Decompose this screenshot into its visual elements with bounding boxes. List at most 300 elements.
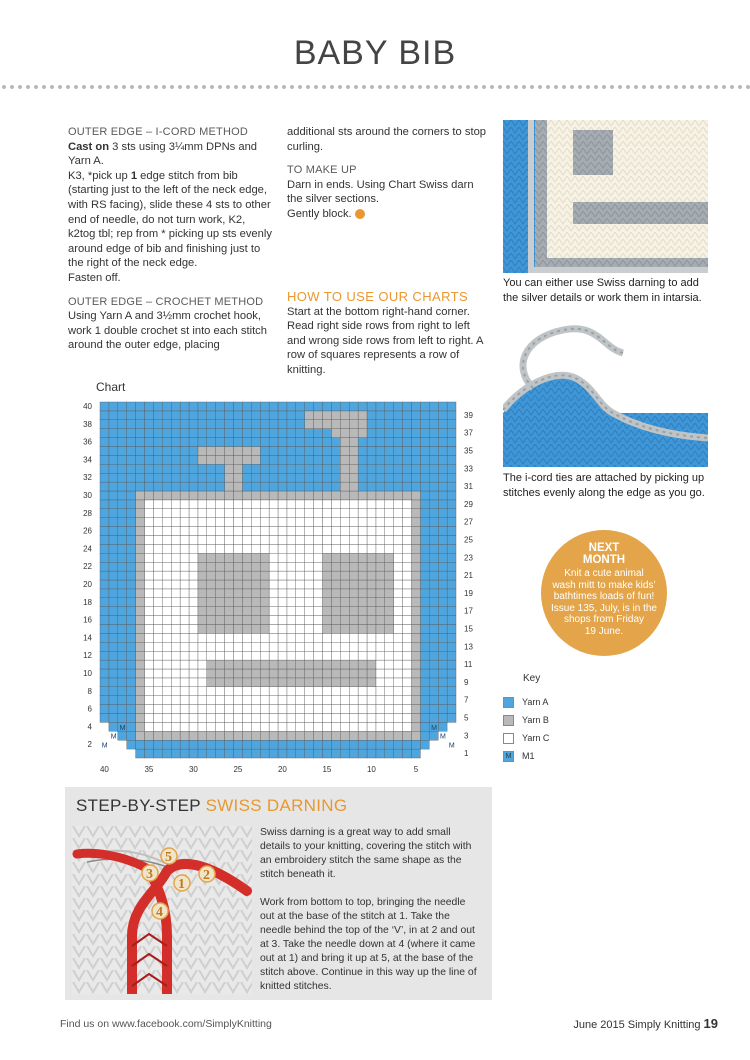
chart-cell <box>225 464 234 473</box>
chart-cell <box>180 509 189 518</box>
chart-cell <box>403 625 412 634</box>
chart-cell <box>403 402 412 411</box>
chart-cell <box>136 464 145 473</box>
chart-cell <box>100 447 109 456</box>
chart-cell <box>349 429 358 438</box>
chart-cell <box>305 544 314 553</box>
chart-cell <box>251 473 260 482</box>
chart-cell <box>153 714 162 723</box>
chart-cell <box>394 464 403 473</box>
chart-cell <box>376 651 385 660</box>
chart-cell <box>251 420 260 429</box>
chart-cell <box>385 562 394 571</box>
chart-cell <box>296 740 305 749</box>
chart-cell <box>323 607 332 616</box>
chart-cell <box>145 509 154 518</box>
charts-text: Start at the bottom right-hand corner. Read right side rows from right to left and wrong side rows from left to right. A row of squares represents a row of knitting. <box>287 305 483 376</box>
chart-cell <box>340 714 349 723</box>
chart-cell <box>100 500 109 509</box>
chart-cell <box>216 731 225 740</box>
chart-cell <box>180 571 189 580</box>
chart-cell <box>331 633 340 642</box>
chart-cell <box>385 660 394 669</box>
chart-cell <box>340 536 349 545</box>
next-month-line-1: Knit a cute animal <box>564 568 644 579</box>
chart-cell <box>385 500 394 509</box>
chart-cell <box>305 705 314 714</box>
chart-cell <box>216 571 225 580</box>
icord-rest: edge stitch from bib (starting just to the left of the neck edge, with RS facing), slide these 4 sts to other end of needle, do not turn work, K2, k2tog tbl; rep from * picking up sts evenly around edge of bib and finishing just to the right of the neck edge. <box>68 169 272 270</box>
chart-cell <box>162 562 171 571</box>
chart-cell <box>438 678 447 687</box>
chart-cell <box>136 749 145 758</box>
chart-cell <box>260 553 269 562</box>
key-label-m1: M1 <box>522 751 535 761</box>
chart-cell <box>447 616 456 625</box>
chart-cell <box>376 633 385 642</box>
chart-cell <box>367 544 376 553</box>
chart-cell <box>127 491 136 500</box>
chart-cell <box>367 518 376 527</box>
chart-cell <box>412 598 421 607</box>
chart-cell <box>394 669 403 678</box>
chart-cell <box>242 714 251 723</box>
chart-cell <box>145 589 154 598</box>
chart-cell <box>376 536 385 545</box>
chart-cell <box>118 473 127 482</box>
chart-cell <box>376 722 385 731</box>
chart-cell <box>180 429 189 438</box>
chart-cell <box>376 660 385 669</box>
chart-cell <box>269 553 278 562</box>
chart-cell <box>429 536 438 545</box>
cast-on-bold: Cast on <box>68 140 110 153</box>
chart-cell <box>429 696 438 705</box>
chart-cell <box>189 473 198 482</box>
chart-row-label-right: 11 <box>464 660 473 670</box>
chart-cell <box>323 705 332 714</box>
chart-cell <box>323 625 332 634</box>
chart-cell <box>207 464 216 473</box>
chart-cell <box>394 651 403 660</box>
chart-cell <box>367 633 376 642</box>
chart-cell <box>145 598 154 607</box>
chart-cell <box>109 642 118 651</box>
chart-row-label-right: 1 <box>464 749 469 759</box>
chart-cell <box>447 527 456 536</box>
key-row-yarn-a <box>503 693 549 711</box>
chart-cell <box>109 696 118 705</box>
chart-cell <box>136 411 145 420</box>
chart-cell <box>429 625 438 634</box>
chart-cell <box>385 678 394 687</box>
chart-cell <box>385 482 394 491</box>
chart-cell <box>323 527 332 536</box>
chart-cell <box>162 402 171 411</box>
chart-cell <box>136 571 145 580</box>
chart-row-label-right: 31 <box>464 482 473 492</box>
chart-cell <box>153 402 162 411</box>
chart-cell <box>323 731 332 740</box>
chart-cell <box>198 696 207 705</box>
chart-cell <box>278 544 287 553</box>
chart-cell <box>412 518 421 527</box>
chart-cell <box>109 402 118 411</box>
chart-cell <box>296 447 305 456</box>
chart-cell <box>305 447 314 456</box>
chart-cell <box>234 749 243 758</box>
chart-cell <box>118 464 127 473</box>
chart-cell <box>429 705 438 714</box>
chart-cell <box>420 402 429 411</box>
chart-cell <box>234 447 243 456</box>
chart-cell <box>385 722 394 731</box>
chart-cell <box>198 705 207 714</box>
chart-cell <box>340 705 349 714</box>
chart-cell <box>269 544 278 553</box>
chart-cell <box>420 429 429 438</box>
chart-cell <box>438 464 447 473</box>
chart-cell <box>367 473 376 482</box>
chart-cell <box>340 571 349 580</box>
chart-cell <box>234 536 243 545</box>
chart-row-label-left: 24 <box>83 544 92 554</box>
chart-cell <box>207 571 216 580</box>
chart-cell <box>136 420 145 429</box>
chart-cell <box>216 696 225 705</box>
chart-cell <box>367 420 376 429</box>
chart-cell <box>198 438 207 447</box>
chart-cell <box>314 500 323 509</box>
chart-cell <box>412 464 421 473</box>
chart-cell <box>145 455 154 464</box>
chart-cell <box>394 740 403 749</box>
chart-cell <box>358 740 367 749</box>
chart-cell <box>314 464 323 473</box>
chart-cell <box>145 464 154 473</box>
chart-cell <box>225 598 234 607</box>
chart-cell <box>207 669 216 678</box>
chart-cell <box>367 553 376 562</box>
chart-cell <box>189 429 198 438</box>
chart-cell <box>447 438 456 447</box>
chart-cell <box>109 705 118 714</box>
chart-cell <box>234 518 243 527</box>
chart-cell <box>189 420 198 429</box>
chart-cell <box>278 633 287 642</box>
chart-cell <box>403 633 412 642</box>
chart-cell <box>118 429 127 438</box>
chart-cell <box>412 500 421 509</box>
chart-cell <box>340 482 349 491</box>
chart-col-label: 35 <box>144 765 154 774</box>
chart-cell <box>429 633 438 642</box>
chart-cell <box>376 411 385 420</box>
chart-cell <box>438 642 447 651</box>
chart-row-label-left: 12 <box>83 651 92 661</box>
chart-cell <box>296 509 305 518</box>
chart-cell <box>331 553 340 562</box>
chart-row-label-right: 13 <box>464 642 473 652</box>
chart-cell <box>403 660 412 669</box>
chart-cell <box>305 625 314 634</box>
chart-cell <box>109 447 118 456</box>
chart-key <box>503 673 549 765</box>
chart-cell <box>100 411 109 420</box>
chart-cell <box>340 402 349 411</box>
chart-cell <box>376 714 385 723</box>
chart-cell <box>403 607 412 616</box>
chart-cell <box>429 571 438 580</box>
chart-cell <box>189 598 198 607</box>
chart-cell <box>162 669 171 678</box>
chart-cell <box>385 438 394 447</box>
chart-cell <box>180 731 189 740</box>
chart-cell <box>136 536 145 545</box>
chart-cell <box>225 616 234 625</box>
crochet-text: Using Yarn A and 3½mm crochet hook, work 1 double crochet st into each stitch around the outer edge, placing <box>68 310 267 352</box>
chart-cell <box>305 607 314 616</box>
chart-cell <box>358 500 367 509</box>
icord-tie-illustration <box>503 318 708 467</box>
chart-cell <box>127 607 136 616</box>
chart-cell <box>234 598 243 607</box>
chart-cell <box>296 527 305 536</box>
chart-cell <box>420 705 429 714</box>
step-title-part2: SWISS DARNING <box>205 796 348 815</box>
chart-cell <box>180 464 189 473</box>
chart-cell <box>269 500 278 509</box>
chart-m1-marker: M <box>431 724 437 732</box>
chart-cell <box>216 455 225 464</box>
chart-cell <box>367 527 376 536</box>
chart-cell <box>340 660 349 669</box>
chart-cell <box>145 420 154 429</box>
chart-cell <box>251 687 260 696</box>
chart-cell <box>447 660 456 669</box>
chart-cell <box>438 429 447 438</box>
dotted-divider <box>0 84 750 90</box>
chart-cell <box>278 749 287 758</box>
chart-cell <box>340 696 349 705</box>
chart-cell <box>385 705 394 714</box>
chart-cell <box>100 651 109 660</box>
chart-cell <box>207 553 216 562</box>
chart-cell <box>305 464 314 473</box>
chart-cell <box>447 687 456 696</box>
chart-cell <box>323 438 332 447</box>
crochet-continued: additional sts around the corners to stop curling. <box>287 126 487 153</box>
chart-cell <box>260 731 269 740</box>
chart-cell <box>403 589 412 598</box>
chart-cell <box>225 518 234 527</box>
chart-cell <box>225 660 234 669</box>
chart-cell <box>100 438 109 447</box>
chart-cell <box>127 482 136 491</box>
chart-cell <box>367 500 376 509</box>
chart-cell <box>145 536 154 545</box>
chart-cell <box>207 598 216 607</box>
chart-cell <box>349 455 358 464</box>
chart-cell <box>242 633 251 642</box>
chart-cell <box>269 482 278 491</box>
chart-cell <box>260 562 269 571</box>
chart-cell <box>358 696 367 705</box>
chart-cell <box>394 616 403 625</box>
chart-cell <box>331 607 340 616</box>
chart-cell <box>349 687 358 696</box>
chart-cell <box>251 749 260 758</box>
chart-cell <box>438 705 447 714</box>
chart-cell <box>340 642 349 651</box>
chart-cell <box>225 402 234 411</box>
chart-cell <box>314 491 323 500</box>
chart-cell <box>358 464 367 473</box>
chart-cell <box>340 616 349 625</box>
chart-cell <box>367 714 376 723</box>
chart-cell <box>403 749 412 758</box>
chart-cell <box>287 562 296 571</box>
chart-cell <box>349 562 358 571</box>
chart-cell <box>385 509 394 518</box>
chart-cell <box>216 598 225 607</box>
chart-cell <box>225 580 234 589</box>
chart-cell <box>385 651 394 660</box>
chart-col-label: 10 <box>366 765 376 774</box>
chart-cell <box>127 714 136 723</box>
step-para-1: Swiss darning is a great way to add small details to your knitting, covering the stitch with an embroidery stitch the same shape as the stitch beneath it. <box>260 827 472 880</box>
chart-cell <box>136 722 145 731</box>
chart-cell <box>403 438 412 447</box>
chart-cell <box>278 402 287 411</box>
chart-cell <box>109 633 118 642</box>
chart-cell <box>429 438 438 447</box>
chart-cell <box>207 482 216 491</box>
chart-cell <box>340 420 349 429</box>
chart-cell <box>225 642 234 651</box>
chart-cell <box>385 749 394 758</box>
chart-cell <box>367 696 376 705</box>
chart-cell <box>412 527 421 536</box>
chart-cell <box>118 491 127 500</box>
chart-cell <box>394 544 403 553</box>
chart-cell <box>118 589 127 598</box>
chart-cell <box>127 438 136 447</box>
chart-cell <box>376 696 385 705</box>
chart-row-label-left: 34 <box>83 455 92 465</box>
chart-cell <box>118 447 127 456</box>
chart-row-label-left: 6 <box>87 704 92 714</box>
chart-cell <box>118 509 127 518</box>
chart-cell <box>127 500 136 509</box>
chart-row-label-right: 27 <box>464 517 473 527</box>
chart-cell <box>153 491 162 500</box>
chart-cell <box>109 722 118 731</box>
chart-cell <box>323 562 332 571</box>
chart-cell <box>269 669 278 678</box>
chart-cell <box>296 544 305 553</box>
chart-cell <box>127 669 136 678</box>
chart-cell <box>251 553 260 562</box>
left-column <box>68 125 274 353</box>
chart-cell <box>269 464 278 473</box>
chart-cell <box>340 740 349 749</box>
chart-cell <box>385 696 394 705</box>
chart-cell <box>234 438 243 447</box>
chart-cell <box>394 598 403 607</box>
chart-cell <box>358 562 367 571</box>
block-text: Gently block. <box>287 207 352 220</box>
chart-cell <box>331 500 340 509</box>
chart-cell <box>429 669 438 678</box>
icord-fasten: Fasten off. <box>68 271 121 284</box>
chart-cell <box>447 625 456 634</box>
chart-cell <box>340 562 349 571</box>
chart-row-label-left: 40 <box>83 402 92 411</box>
chart-cell <box>136 598 145 607</box>
chart-cell <box>420 589 429 598</box>
chart-cell <box>305 660 314 669</box>
chart-cell <box>323 616 332 625</box>
chart-cell <box>296 455 305 464</box>
chart-cell <box>323 464 332 473</box>
chart-cell <box>162 491 171 500</box>
chart-cell <box>260 420 269 429</box>
chart-cell <box>207 714 216 723</box>
page-title: BABY BIB <box>293 34 457 72</box>
chart-cell <box>171 687 180 696</box>
chart-cell <box>162 651 171 660</box>
chart-cell <box>118 669 127 678</box>
chart-cell <box>296 705 305 714</box>
chart-cell <box>314 527 323 536</box>
chart-cell <box>403 553 412 562</box>
chart-cell <box>349 509 358 518</box>
chart-cell <box>189 580 198 589</box>
chart-cell <box>127 580 136 589</box>
chart-cell <box>234 553 243 562</box>
chart-cell <box>385 402 394 411</box>
chart-cell <box>340 438 349 447</box>
chart-cell <box>429 598 438 607</box>
chart-cell <box>225 571 234 580</box>
chart-cell <box>340 527 349 536</box>
chart-cell <box>323 642 332 651</box>
chart-cell <box>394 482 403 491</box>
chart-cell <box>296 598 305 607</box>
chart-cell <box>153 464 162 473</box>
chart-cell <box>438 402 447 411</box>
chart-cell <box>358 642 367 651</box>
chart-cell <box>189 491 198 500</box>
chart-cell <box>447 669 456 678</box>
chart-cell <box>198 589 207 598</box>
chart-cell <box>189 616 198 625</box>
chart-cell <box>438 536 447 545</box>
icord-cast-on <box>68 140 274 169</box>
chart-cell <box>349 722 358 731</box>
chart-cell <box>118 705 127 714</box>
chart-cell <box>234 651 243 660</box>
chart-cell <box>278 527 287 536</box>
chart-cell <box>412 420 421 429</box>
chart-cell <box>234 455 243 464</box>
chart-cell <box>349 598 358 607</box>
chart-cell <box>287 500 296 509</box>
chart-cell <box>198 731 207 740</box>
chart-cell <box>225 669 234 678</box>
footer-facebook-link[interactable]: Find us on www.facebook.com/SimplyKnitting <box>60 1018 272 1030</box>
